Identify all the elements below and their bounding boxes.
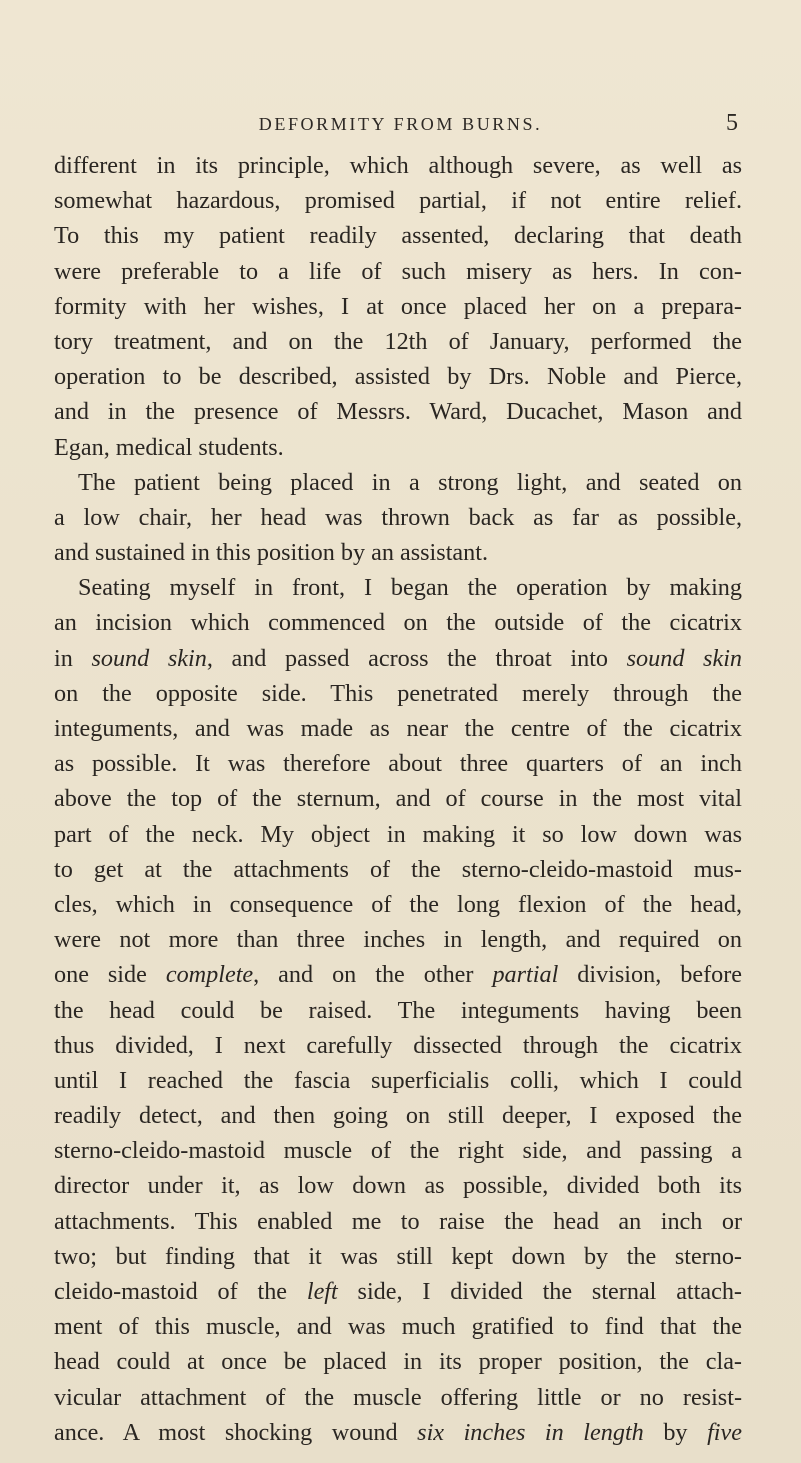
text-line <box>54 254 742 289</box>
text-line <box>54 570 742 605</box>
italic-text: left <box>306 1278 338 1305</box>
text-segment: were not more than three inches in length, and required on <box>54 926 742 954</box>
text-segment: on the opposite side. This penetrated merely through the <box>54 679 742 707</box>
text-segment: two; but finding that it was still kept down by the sterno- <box>54 1242 742 1270</box>
text-line <box>54 1239 742 1274</box>
text-line <box>54 289 742 324</box>
text-line <box>54 746 742 781</box>
text-line <box>54 605 742 640</box>
body-text <box>54 148 742 1450</box>
text-line <box>54 957 742 992</box>
text-segment: attachments. This enabled me to raise the head an inch or <box>54 1207 742 1235</box>
text-segment: vicular attachment of the muscle offering little or no resist- <box>54 1383 742 1411</box>
text-segment: an incision which commenced on the outside of the cicatrix <box>54 609 742 637</box>
text-line <box>54 394 742 429</box>
text-line <box>54 500 742 535</box>
text-line <box>54 1063 742 1098</box>
text-segment: until I reached the fascia superficialis colli, which I could <box>54 1066 742 1094</box>
text-line <box>54 218 742 253</box>
text-segment: cleido-mastoid of the <box>54 1278 307 1305</box>
text-segment: sterno-cleido-mastoid muscle of the right side, and passing a <box>54 1137 742 1165</box>
text-segment: ment of this muscle, and was much gratified to find that the <box>54 1313 742 1341</box>
text-segment: somewhat hazardous, promised partial, if not entire relief. <box>54 187 742 215</box>
text-segment: as possible. It was therefore about three quarters of an inch <box>54 750 742 778</box>
text-segment: The patient being placed in a strong light, and seated on <box>78 468 742 496</box>
text-line <box>54 1028 742 1063</box>
text-segment: were preferable to a life of such misery as hers. In con- <box>54 257 742 285</box>
text-segment: a low chair, her head was thrown back as far as possible, <box>54 503 742 531</box>
text-segment: by <box>643 1418 708 1446</box>
text-line <box>54 852 742 887</box>
running-head <box>0 110 801 144</box>
running-title: DEFORMITY FROM BURNS. <box>258 114 543 134</box>
text-line <box>54 359 742 394</box>
text-line <box>54 324 742 359</box>
text-segment: director under it, as low down as possible, divided both its <box>54 1172 742 1200</box>
text-line <box>54 1274 742 1309</box>
text-line <box>54 676 742 711</box>
text-line <box>54 148 742 183</box>
text-segment: one side <box>54 961 166 989</box>
text-segment: thus divided, I next carefully dissected through the cicatrix <box>54 1031 742 1059</box>
italic-text: partial <box>492 961 559 989</box>
text-segment: Egan, medical students. <box>54 433 284 461</box>
text-segment: formity with her wishes, I at once placed her on a prepara- <box>54 292 742 320</box>
text-segment: part of the neck. My object in making it so low down was <box>54 820 742 848</box>
text-segment: operation to be described, assisted by Drs. Noble and Pierce, <box>54 363 742 391</box>
text-segment: the head could be raised. The integuments having been <box>54 996 742 1024</box>
text-line <box>54 781 742 816</box>
text-segment: and in the presence of Messrs. Ward, Ducachet, Mason and <box>54 398 742 426</box>
text-segment: integuments, and was made as near the centre of the cicatrix <box>54 715 742 742</box>
italic-text: five <box>707 1418 742 1446</box>
text-line <box>54 1133 742 1168</box>
text-segment: cles, which in consequence of the long flexion of the head, <box>54 890 742 918</box>
text-line <box>54 1344 742 1379</box>
page-number: 5 <box>726 110 738 136</box>
text-line <box>54 183 742 218</box>
italic-text: six inches in length <box>417 1418 644 1446</box>
text-line <box>54 430 742 465</box>
text-line <box>54 1309 742 1344</box>
text-line <box>54 817 742 852</box>
text-segment: division, before <box>558 961 743 989</box>
italic-text: sound skin <box>91 644 207 672</box>
text-line <box>54 1168 742 1203</box>
text-segment: Seating myself in front, I began the operation by making <box>78 574 742 602</box>
text-segment: readily detect, and then going on still deeper, I exposed the <box>54 1102 742 1130</box>
italic-text: sound skin <box>626 644 743 672</box>
text-line <box>54 535 742 570</box>
text-segment: To this my patient readily assented, declaring that death <box>54 222 742 250</box>
text-line <box>54 465 742 500</box>
text-line <box>54 922 742 957</box>
text-segment: to get at the attachments of the sterno-cleido-mastoid mus- <box>54 855 742 883</box>
text-line <box>54 1415 742 1450</box>
text-line <box>54 711 742 746</box>
text-line <box>54 1204 742 1239</box>
text-segment: head could at once be placed in its proper position, the cla- <box>54 1348 742 1376</box>
text-segment: tory treatment, and on the 12th of January, performed the <box>54 327 742 355</box>
italic-text: complete <box>165 961 254 989</box>
text-segment: , and passed across the throat into <box>206 644 627 672</box>
text-line <box>54 993 742 1028</box>
text-line <box>54 641 742 676</box>
text-line <box>54 1380 742 1415</box>
text-segment: above the top of the sternum, and of course in the most vital <box>54 785 742 813</box>
text-segment: different in its principle, which although severe, as well as <box>54 152 742 179</box>
text-segment: and sustained in this position by an assistant. <box>54 539 489 567</box>
text-segment: , and on the other <box>253 961 493 989</box>
text-line <box>54 1098 742 1133</box>
text-segment: ance. A most shocking wound <box>54 1418 418 1446</box>
text-segment: side, I divided the sternal attach- <box>337 1278 742 1305</box>
text-line <box>54 887 742 922</box>
text-segment: in <box>54 644 92 672</box>
